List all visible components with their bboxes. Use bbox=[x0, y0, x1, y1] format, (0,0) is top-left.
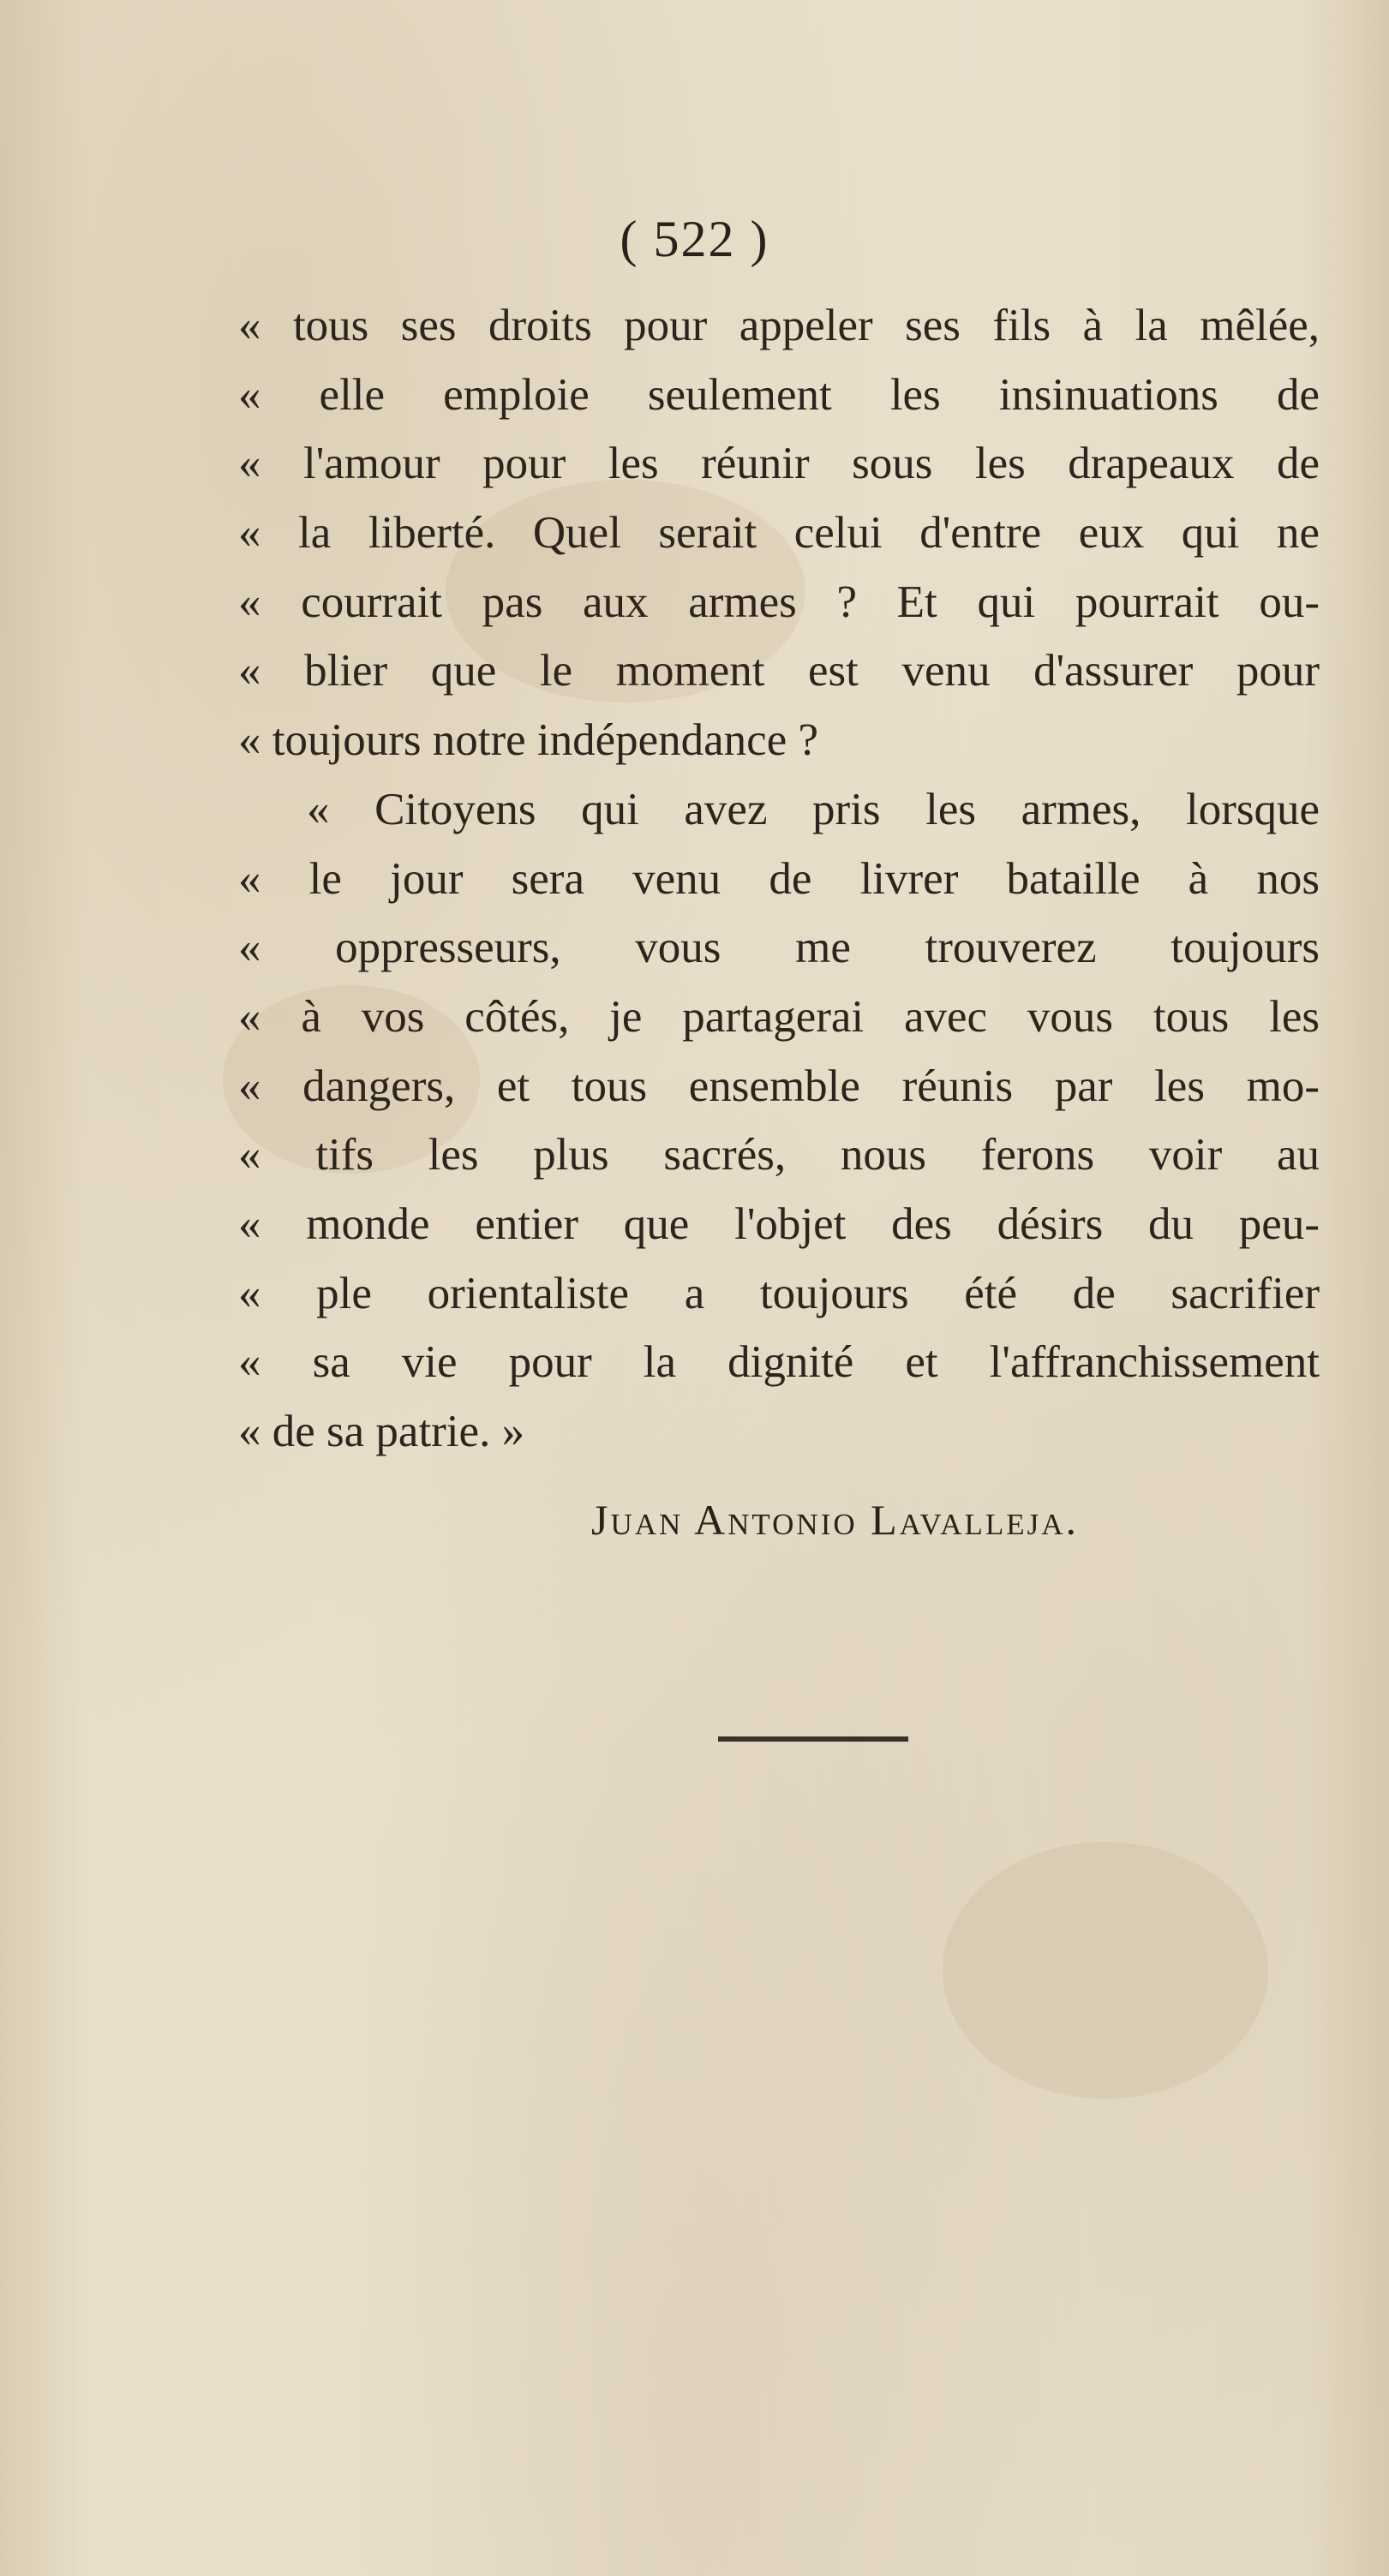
text-line: « ple orientaliste a toujours été de sacrifier bbox=[238, 1268, 1320, 1318]
text-line: « de sa patrie. » bbox=[238, 1407, 525, 1456]
paper-stain bbox=[943, 1842, 1268, 2099]
text-line: « monde entier que l'objet des désirs du peu- bbox=[238, 1198, 1320, 1249]
text-line: « oppresseurs, vous me trouverez toujours bbox=[238, 923, 1320, 973]
text-line: « dangers, et tous ensemble réunis par les mo- bbox=[238, 1061, 1320, 1111]
text-line: « courrait pas aux armes ? Et qui pourrait ou- bbox=[238, 577, 1320, 627]
text-line: « blier que le moment est venu d'assurer pour bbox=[238, 646, 1320, 696]
text-line: « sa vie pour la dignité et l'affranchissement bbox=[238, 1337, 1320, 1388]
text-line: « l'amour pour les réunir sous les drapeaux de bbox=[238, 439, 1320, 489]
body-text bbox=[238, 291, 1320, 1467]
text-line: « toujours notre indépendance ? bbox=[238, 715, 818, 766]
text-line: « le jour sera venu de livrer bataille à nos bbox=[238, 853, 1320, 904]
page-number: ( 522 ) bbox=[620, 211, 769, 267]
text-line: « elle emploie seulement les insinuations de bbox=[238, 369, 1320, 420]
text-line: « la liberté. Quel serait celui d'entre eux qui ne bbox=[238, 508, 1320, 559]
text-line: « tifs les plus sacrés, nous ferons voir au bbox=[238, 1130, 1320, 1180]
text-line: « à vos côtés, je partagerai avec vous tous les bbox=[238, 991, 1320, 1042]
text-line: « Citoyens qui avez pris les armes, lorsque bbox=[307, 784, 1320, 834]
section-rule bbox=[718, 1736, 908, 1742]
signature: Juan Antonio Lavalleja. bbox=[591, 1496, 1080, 1544]
text-line: « tous ses droits pour appeler ses fils à la mêlée, bbox=[238, 301, 1320, 350]
